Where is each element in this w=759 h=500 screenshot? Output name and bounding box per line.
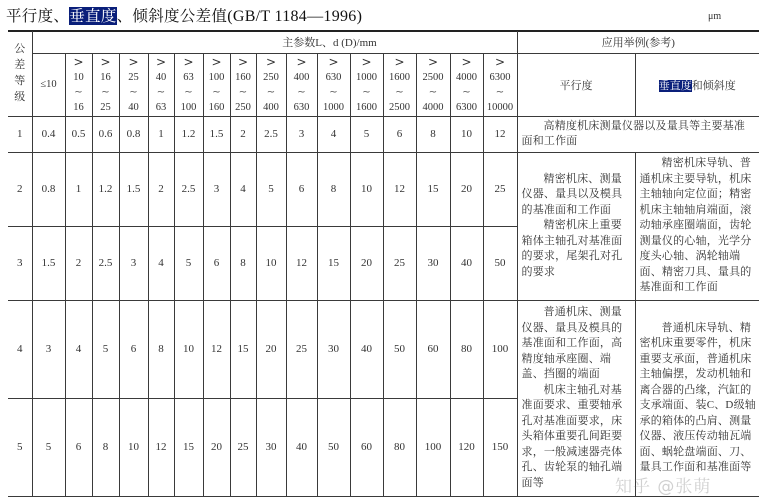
tolerance-value-cell: 10 <box>256 226 286 300</box>
tolerance-value-cell: 80 <box>450 300 483 398</box>
size-range <box>66 55 92 115</box>
tolerance-value-cell: 12 <box>203 300 230 398</box>
size-range-header <box>65 53 92 116</box>
tolerance-value-cell: 30 <box>416 226 450 300</box>
tolerance-value-cell: 1.5 <box>203 116 230 152</box>
app-grade4-5-perpendicular <box>635 300 759 496</box>
size-range-gt: > <box>394 54 405 69</box>
tolerance-value-cell: 40 <box>350 300 383 398</box>
tolerance-value-cell: 12 <box>286 226 317 300</box>
tolerance-value-cell: 12 <box>483 116 517 152</box>
tolerance-value-cell: 5 <box>174 226 203 300</box>
size-range-header <box>230 53 256 116</box>
size-range-gt: > <box>427 54 439 69</box>
size-range-from: 6300 <box>489 71 511 83</box>
tolerance-value-cell: 3 <box>203 152 230 226</box>
size-range-tilde: ~ <box>362 86 371 98</box>
size-range-from: 400 <box>293 71 310 83</box>
size-range-from: 1600 <box>389 71 410 83</box>
app-grade1 <box>517 116 759 152</box>
app-text: 机床主轴孔对基准面要求、重要轴承孔对基准面要求，床头箱体重要孔间距要求，一般减速器壳体孔、齿轮泵的轴孔端面等 <box>521 383 623 489</box>
tolerance-value-cell: 10 <box>450 116 483 152</box>
tolerance-value-cell: 3 <box>119 226 148 300</box>
size-range <box>204 55 230 115</box>
size-range-from: 160 <box>235 71 251 83</box>
size-range-tilde: ~ <box>74 86 83 98</box>
tolerance-value-cell: 2.5 <box>92 226 119 300</box>
tolerance-value-cell: 12 <box>148 398 174 496</box>
tolerance-value-cell: 1 <box>148 116 174 152</box>
tolerance-value-cell: 20 <box>450 152 483 226</box>
tolerance-value-cell: 6 <box>383 116 416 152</box>
size-range-header <box>92 53 119 116</box>
size-range <box>351 55 383 115</box>
size-range-header <box>32 53 65 116</box>
tolerance-value-cell: 2 <box>148 152 174 226</box>
size-range <box>287 55 317 115</box>
tolerance-value-cell: 3 <box>286 116 317 152</box>
size-range-from: 63 <box>183 71 194 83</box>
grade-cell: 5 <box>8 398 32 496</box>
size-range-gt: > <box>100 54 111 69</box>
size-range-to: 16 <box>73 101 84 113</box>
size-range <box>384 55 416 115</box>
size-range <box>149 55 174 115</box>
size-range-tilde: ~ <box>462 86 471 98</box>
tolerance-value-cell: 30 <box>317 300 350 398</box>
app-text: 普通机床、测量仪器、量具及模具的基准面和工作面，高精度轴承座圈、端盖、挡圈的端面 <box>521 306 623 380</box>
size-range-tilde: ~ <box>184 86 193 98</box>
tolerance-value-cell: 1 <box>65 152 92 226</box>
tolerance-value-cell: 2.5 <box>174 152 203 226</box>
tolerance-value-cell: 30 <box>256 398 286 496</box>
tolerance-value-cell: 1.5 <box>119 152 148 226</box>
size-range-to: 4000 <box>422 101 444 113</box>
size-range-to: 630 <box>293 101 310 113</box>
title-standard: (GB/T 1184—1996) <box>227 8 363 25</box>
size-range-to: 400 <box>263 101 279 113</box>
grade-header <box>8 31 32 116</box>
tolerance-value-cell: 6 <box>119 300 148 398</box>
size-range-to: 10000 <box>486 101 514 113</box>
param-header: 主参数L、d (D)/mm <box>32 31 517 53</box>
grade-cell: 4 <box>8 300 32 398</box>
size-range-header <box>317 53 350 116</box>
tolerance-value-cell: 20 <box>350 226 383 300</box>
tolerance-value-cell: 8 <box>92 398 119 496</box>
tolerance-value-cell: 6 <box>65 398 92 496</box>
size-range-to: 25 <box>100 101 111 113</box>
size-range-to: 250 <box>235 101 251 113</box>
tolerance-value-cell: 0.4 <box>32 116 65 152</box>
tolerance-value-cell: 6 <box>286 152 317 226</box>
size-range-gt: > <box>183 54 194 69</box>
tolerance-value-cell: 8 <box>317 152 350 226</box>
size-range-from: 25 <box>128 71 139 83</box>
tolerance-value-cell: 50 <box>483 226 517 300</box>
size-range-tilde: ~ <box>266 86 276 98</box>
tolerance-value-cell: 60 <box>416 300 450 398</box>
tolerance-value-cell: 15 <box>230 300 256 398</box>
size-range-to: 100 <box>180 101 197 113</box>
tolerance-value-cell: 4 <box>65 300 92 398</box>
tolerance-value-cell: 100 <box>483 300 517 398</box>
tolerance-value-cell: 15 <box>416 152 450 226</box>
app-grade4-5-parallel <box>517 300 635 496</box>
tolerance-value-cell: 1.2 <box>174 116 203 152</box>
size-range-header <box>203 53 230 116</box>
size-range <box>318 55 350 115</box>
size-range-to: 160 <box>208 101 225 113</box>
grade-header-text: 公差等级 <box>14 43 26 104</box>
tolerance-value-cell: 8 <box>230 226 256 300</box>
tolerance-value-cell: 25 <box>286 300 317 398</box>
tolerance-value-cell: 120 <box>450 398 483 496</box>
size-range <box>33 77 65 92</box>
size-range-header <box>286 53 317 116</box>
tolerance-value-cell: 100 <box>416 398 450 496</box>
size-range-from: 630 <box>325 71 342 83</box>
size-range-to: 2500 <box>389 101 410 113</box>
tolerance-value-cell: 40 <box>286 398 317 496</box>
size-range <box>175 55 203 115</box>
size-range-header <box>174 53 203 116</box>
size-range <box>484 55 517 115</box>
size-range-to: 1000 <box>323 101 344 113</box>
tolerance-value-cell: 10 <box>119 398 148 496</box>
size-range-gt: > <box>155 54 167 69</box>
size-range-header <box>450 53 483 116</box>
tolerance-value-cell: 8 <box>148 300 174 398</box>
app-subheader-parallel: 平行度 <box>517 53 635 116</box>
size-range-tilde: ~ <box>428 86 438 98</box>
title-part1: 平行度、 <box>6 7 70 25</box>
tolerance-value-cell: 20 <box>256 300 286 398</box>
tolerance-value-cell: 25 <box>383 226 416 300</box>
size-range <box>93 55 119 115</box>
tolerance-value-cell: 4 <box>148 226 174 300</box>
size-range-from: 100 <box>208 71 225 83</box>
size-range-gt: > <box>361 54 372 69</box>
app-subheader-perpendicular <box>635 53 759 116</box>
size-range-tilde: ~ <box>238 86 248 98</box>
tolerance-value-cell: 4 <box>230 152 256 226</box>
tolerance-value-cell: 2 <box>65 226 92 300</box>
size-range-from: 10 <box>73 71 84 83</box>
size-range-to: 1600 <box>356 101 377 113</box>
app-text: 精密机床、测量仪器、量具以及模具的基准面和工作面 <box>521 172 623 216</box>
tolerance-value-cell: 5 <box>92 300 119 398</box>
size-range <box>417 55 450 115</box>
size-range-tilde: ~ <box>329 86 338 98</box>
grade-cell: 2 <box>8 152 32 226</box>
size-range-from: 40 <box>155 71 167 83</box>
tolerance-value-cell: 20 <box>203 398 230 496</box>
page-title <box>6 4 362 26</box>
size-range-from: 1000 <box>356 71 377 83</box>
app-text: 精密机床上重要箱体主轴孔对基准面的要求，尾架孔对孔的要求 <box>521 219 623 278</box>
tolerance-value-cell: 50 <box>317 398 350 496</box>
title-highlighted-text[interactable]: 垂直度 <box>69 7 117 25</box>
grade-cell: 3 <box>8 226 32 300</box>
size-range-from: 2500 <box>422 71 444 83</box>
size-range-gt: > <box>461 54 472 69</box>
tolerance-value-cell: 3 <box>32 300 65 398</box>
size-range-tilde: ~ <box>297 86 306 98</box>
size-range-header <box>350 53 383 116</box>
app-grade2-3-perpendicular <box>635 152 759 300</box>
tolerance-table <box>8 31 759 497</box>
size-range <box>120 55 148 115</box>
size-range-header <box>483 53 517 116</box>
tolerance-value-cell: 0.8 <box>32 152 65 226</box>
tolerance-value-cell: 25 <box>483 152 517 226</box>
size-range-gt: > <box>328 54 339 69</box>
tolerance-value-cell: 1.5 <box>32 226 65 300</box>
tolerance-value-cell: 0.5 <box>65 116 92 152</box>
tolerance-value-cell: 5 <box>256 152 286 226</box>
size-range-tilde: ~ <box>495 86 505 98</box>
tolerance-value-cell: 60 <box>350 398 383 496</box>
tolerance-value-cell: 10 <box>174 300 203 398</box>
app-grade2-3-parallel <box>517 152 635 300</box>
tolerance-value-cell: 10 <box>350 152 383 226</box>
tolerance-value-cell: 8 <box>416 116 450 152</box>
size-range-gt: > <box>73 54 84 69</box>
tolerance-value-cell: 6 <box>203 226 230 300</box>
size-range-tilde: ~ <box>395 86 404 98</box>
tolerance-value-cell: 15 <box>317 226 350 300</box>
tolerance-value-cell: 40 <box>450 226 483 300</box>
unit-label: μm <box>708 11 722 22</box>
size-range-from: ≤10 <box>40 79 57 90</box>
size-range-header <box>383 53 416 116</box>
perp-highlight[interactable]: 垂直度 <box>658 79 692 92</box>
size-range-header <box>416 53 450 116</box>
tolerance-value-cell: 0.6 <box>92 116 119 152</box>
tolerance-value-cell: 80 <box>383 398 416 496</box>
size-range-gt: > <box>296 54 307 69</box>
tolerance-value-cell: 50 <box>383 300 416 398</box>
size-range-to: 6300 <box>456 101 477 113</box>
size-range-tilde: ~ <box>129 86 138 98</box>
perp-rest: 和倾斜度 <box>691 79 736 92</box>
size-range-from: 4000 <box>456 71 477 83</box>
tolerance-value-cell: 150 <box>483 398 517 496</box>
app-text: 普通机床导轨、精密机床重要零件，机床重要支承面，普通机床主轴偏摆，发动机轴和离合器的凸缘，汽缸的支承端面、装C、D级轴承的箱体的凸肩、测量仪器、液压传动轴瓦端面、蜗轮盘端面、刀、量具工作面和基准面等 <box>639 321 756 473</box>
tolerance-value-cell: 15 <box>174 398 203 496</box>
grade-cell: 1 <box>8 116 32 152</box>
size-range-tilde: ~ <box>101 86 110 98</box>
tolerance-value-cell: 0.8 <box>119 116 148 152</box>
tolerance-value-cell: 2 <box>230 116 256 152</box>
size-range-gt: > <box>265 54 277 69</box>
size-range-from: 16 <box>100 71 111 83</box>
size-range <box>451 55 483 115</box>
app-text: 精密机床导轨、普通机床主要导轨，机床主轴轴向定位面；精密机床主轴轴肩端面，滚动轴承座圈端面，齿轮测量仪的心轴，光学分度头心轴、涡轮轴端面、精密刀具、量具的基准面和工作面 <box>639 157 752 294</box>
tolerance-value-cell: 5 <box>32 398 65 496</box>
watermark: 知乎 @张萌 <box>615 477 712 497</box>
tolerance-value-cell: 5 <box>350 116 383 152</box>
size-range-header <box>148 53 174 116</box>
size-range-header <box>119 53 148 116</box>
size-range-gt: > <box>128 54 139 69</box>
size-range-to: 63 <box>155 101 167 113</box>
size-range-gt: > <box>211 54 222 69</box>
size-range-from: 250 <box>263 71 279 83</box>
tolerance-value-cell: 25 <box>230 398 256 496</box>
size-range-gt: > <box>237 54 249 69</box>
size-range-tilde: ~ <box>156 86 166 98</box>
tolerance-value-cell: 2.5 <box>256 116 286 152</box>
size-range <box>231 55 256 115</box>
tolerance-value-cell: 4 <box>317 116 350 152</box>
title-part2: 、倾斜度公差值 <box>116 7 228 25</box>
app-grade1-text: 高精度机床测量仪器以及量具等主要基准面和工作面 <box>521 119 746 147</box>
size-range-header <box>256 53 286 116</box>
size-range-gt: > <box>494 54 506 69</box>
tolerance-value-cell: 12 <box>383 152 416 226</box>
size-range-tilde: ~ <box>212 86 221 98</box>
tolerance-value-cell: 1.2 <box>92 152 119 226</box>
size-range-to: 40 <box>128 101 139 113</box>
size-range <box>257 55 286 115</box>
app-header: 应用举例(参考) <box>517 31 759 53</box>
